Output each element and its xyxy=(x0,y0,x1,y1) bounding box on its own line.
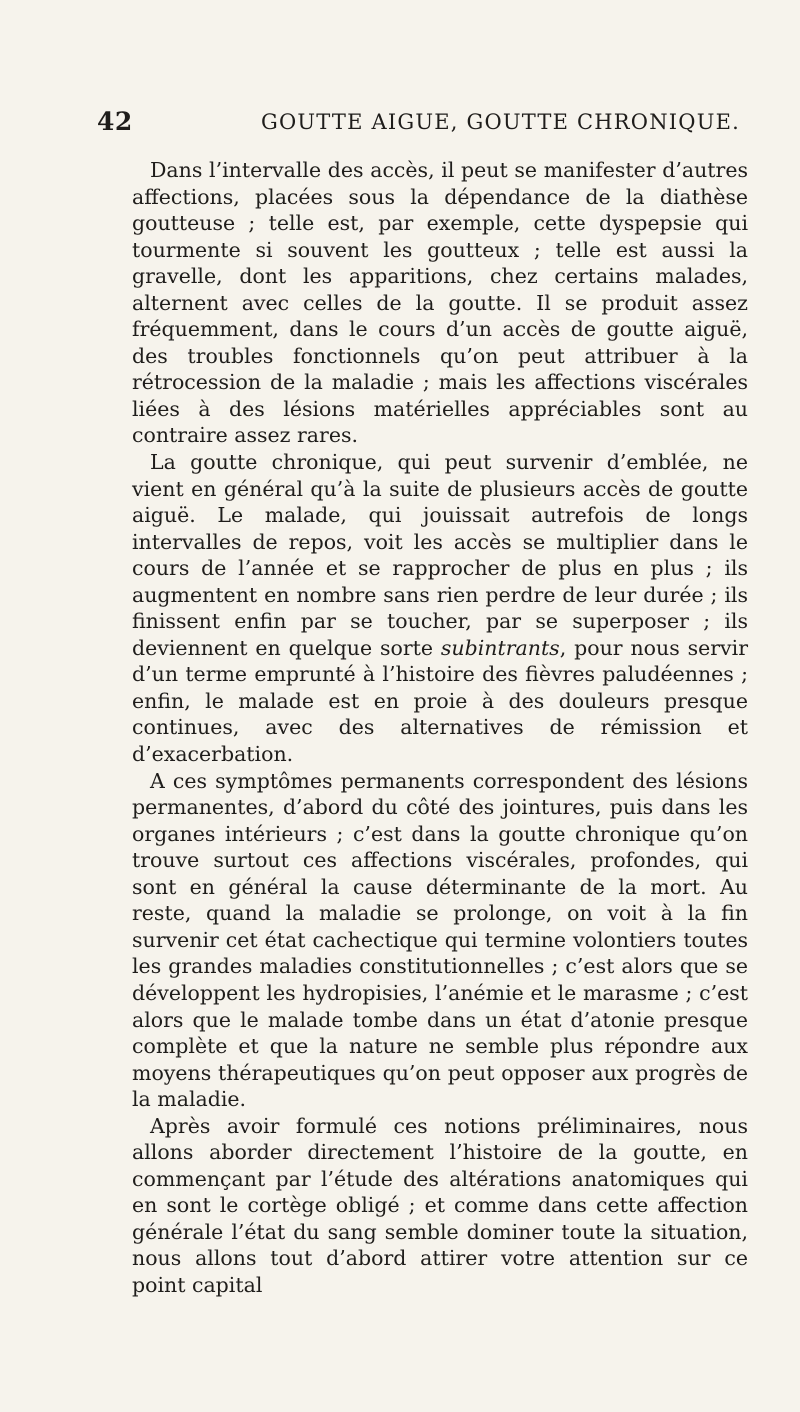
paragraph-text-before-italic: La goutte chronique, qui peut survenir d’emblée, ne vient en général qu’à la suite de plusieurs accès de goutte aiguë. Le malade, qui jouissait autrefois de longs intervalles de repos, voit les accès se multiplier dans le cours de l’année et se rapprocher de plus en plus ; ils augmentent en nombre sans rien perdre de leur durée ; ils finissent enfin par se toucher, par se superposer ; ils deviennent en quelque sorte xyxy=(132,450,748,660)
running-title: GOUTTE AIGUE, GOUTTE CHRONIQUE. xyxy=(261,110,741,134)
italic-term-subintrants: subintrants xyxy=(440,635,560,660)
paragraph-chronic-gout xyxy=(132,449,748,768)
paragraph-text-after-italic: , pour nous servir d’un terme emprunté à l’histoire des fièvres paludéennes ; enfin, le malade est en proie à des douleurs presque continues, avec des alternatives de rémission et d’exacerbation. xyxy=(132,635,748,767)
paragraph-preliminary-notions: Après avoir formulé ces notions préliminaires, nous allons aborder directement l’histoire de la goutte, en commençant par l’étude des altérations anatomiques qui en sont le cortège obligé ; et comme dans cette affection générale l’état du sang semble dominer toute la situation, nous allons tout d’abord attirer votre attention sur ce point capital xyxy=(132,1113,748,1297)
running-head xyxy=(97,106,741,138)
paragraph-permanent-lesions: A ces symptômes permanents correspondent des lésions permanentes, d’abord du côté des jointures, puis dans les organes intérieurs ; c’est dans la goutte chronique qu’on trouve surtout ces affections viscérales, profondes, qui sont en général la cause déterminante de la mort. Au reste, quand la maladie se prolonge, on voit à la fin survenir cet état cachectique qui termine volontiers toutes les grandes maladies constitutionnelles ; c’est alors que se développent les hydropisies, l’anémie et le marasme ; c’est alors que le malade tombe dans un état d’atonie presque complète et que la nature ne semble plus répondre aux moyens thérapeutiques qu’on peut opposer aux progrès de la maladie. xyxy=(132,768,748,1112)
body-text xyxy=(132,157,748,1299)
page-number: 42 xyxy=(97,107,133,136)
paragraph-intervals: Dans l’intervalle des accès, il peut se manifester d’autres affections, placées sous la dépendance de la diathèse goutteuse ; telle est, par exemple, cette dyspepsie qui tourmente si souvent les goutteux ; telle est aussi la gravelle, dont les apparitions, chez certains malades, alternent avec celles de la goutte. Il se produit assez fréquemment, dans le cours d’un accès de goutte aiguë, des troubles fonctionnels qu’on peut attribuer à la rétrocession de la maladie ; mais les affections viscérales liées à des lésions matérielles appréciables sont au contraire assez rares. xyxy=(132,158,748,448)
